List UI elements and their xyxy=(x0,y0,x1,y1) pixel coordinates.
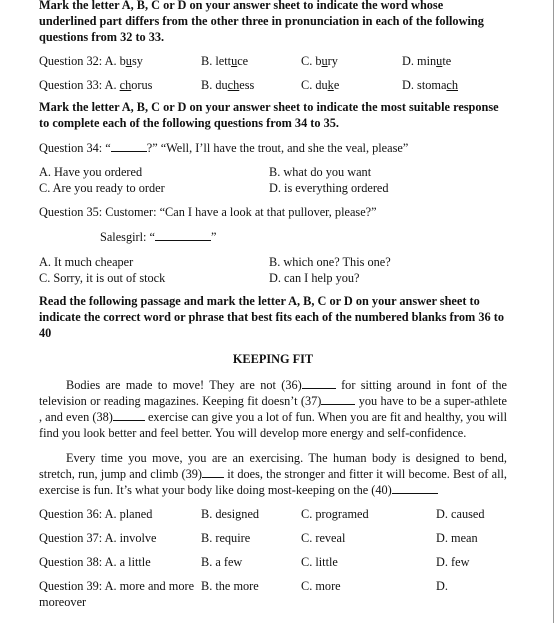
q34-option-d: D. is everything ordered xyxy=(269,181,389,195)
option-text: B. du xyxy=(201,78,228,92)
q34-option-b: B. what do you want xyxy=(269,165,372,179)
q33-option-c xyxy=(301,77,339,93)
underlined-sound: ch xyxy=(446,78,459,92)
q32-option-c xyxy=(301,53,338,69)
blank-36 xyxy=(302,377,336,389)
question-label: Question 34: “ xyxy=(39,141,111,155)
option-text: e xyxy=(333,78,340,92)
question-text: ?” “Well, I’ll have the trout, and she the veal, please” xyxy=(146,141,409,155)
passage-paragraph-2 xyxy=(39,450,507,498)
instruction-line: Mark the letter A, B, C or D on your answer sheet to indicate the most suitable response xyxy=(39,100,499,114)
q35-options-row-1 xyxy=(39,254,507,270)
instruction-line: questions from 32 to 33. xyxy=(39,30,165,44)
option-text: D. min xyxy=(402,54,437,68)
speaker-label: Salesgirl: “ xyxy=(100,230,155,244)
underlined-sound: u xyxy=(231,54,238,68)
q36-option-b: B. designed xyxy=(201,507,260,521)
answer-blank xyxy=(111,140,147,152)
q39-option-a: Question 39: A. more and more xyxy=(39,579,195,593)
passage-text: it does, the stronger and fitter it will become. Best of all, exercise is fun. It’s what your body like doing most-keeping on the (40) xyxy=(39,467,507,497)
instruction-line: underlined part differs from the other three in pronunciation in each of the following xyxy=(39,14,484,28)
question-36 xyxy=(39,506,507,522)
instruction-line: indicate the correct word or phrase that best fits each of the numbered blanks from 36 to xyxy=(39,310,504,324)
q32-option-d xyxy=(402,53,451,69)
q35-option-c: C. Sorry, it is out of stock xyxy=(39,271,166,285)
blank-37 xyxy=(321,393,355,405)
q34-options-row-1 xyxy=(39,164,507,180)
q32-option-a xyxy=(39,53,143,69)
question-32 xyxy=(39,53,507,69)
underlined-sound: ch xyxy=(119,78,132,92)
q38-option-a: Question 38: A. a little xyxy=(39,555,151,569)
underlined-sound: u xyxy=(125,54,132,68)
option-text: orus xyxy=(131,78,153,92)
q39-option-c: C. more xyxy=(301,579,341,593)
q33-option-b xyxy=(201,77,254,93)
instruction-passage xyxy=(39,293,507,341)
q34-options-row-2 xyxy=(39,180,507,196)
option-text: ry xyxy=(327,54,338,68)
q36-option-a: Question 36: A. planed xyxy=(39,507,153,521)
instruction-response xyxy=(39,99,507,131)
instruction-line: Mark the letter A, B, C or D on your answer sheet to indicate the word whose xyxy=(39,0,444,12)
underlined-sound: u xyxy=(321,54,328,68)
option-text: te xyxy=(442,54,452,68)
passage-text: Every time you move, you are an exercising. The human body is designed to bend, stretch, run, jump and climb (39) xyxy=(39,451,507,481)
underlined-sound: ch xyxy=(227,78,240,92)
q39-option-b: B. the more xyxy=(201,579,259,593)
q38-option-d: D. few xyxy=(436,555,470,569)
question-label: Question 33: A. xyxy=(39,78,120,92)
q39-option-d-wrap: moreover xyxy=(39,595,87,609)
question-38 xyxy=(39,554,507,570)
worksheet xyxy=(39,0,507,610)
instruction-line: Read the following passage and mark the letter A, B, C or D on your answer sheet to xyxy=(39,294,480,308)
underlined-sound: k xyxy=(327,78,334,92)
question-35-stem: Question 35: Customer: “Can I have a look at that pullover, please?” xyxy=(39,205,377,219)
q38-option-c: C. little xyxy=(301,555,338,569)
q32-option-b xyxy=(201,53,248,69)
passage-text: Bodies are made to move! They are not (36) xyxy=(66,378,302,392)
instruction-line: 40 xyxy=(39,326,52,340)
q37-option-d: D. mean xyxy=(436,531,478,545)
q35-option-a: A. It much cheaper xyxy=(39,255,134,269)
question-label: Question 32: A. xyxy=(39,54,120,68)
blank-40 xyxy=(392,482,438,494)
option-text: b xyxy=(119,54,126,68)
q39-option-d: D. xyxy=(436,579,448,593)
q36-option-c: C. programed xyxy=(301,507,369,521)
instruction-pronunciation xyxy=(39,0,507,45)
passage-text: you have to be a super-athlete , and even (38) xyxy=(39,394,507,424)
q35-option-d: D. can I help you? xyxy=(269,271,360,285)
passage-title: KEEPING FIT xyxy=(232,352,314,366)
q34-option-a: A. Have you ordered xyxy=(39,165,143,179)
q36-option-d: D. caused xyxy=(436,507,485,521)
underlined-sound: u xyxy=(436,54,443,68)
passage-paragraph-1 xyxy=(39,377,507,441)
question-33 xyxy=(39,77,507,93)
q37-option-c: C. reveal xyxy=(301,531,346,545)
question-34-stem xyxy=(39,140,507,156)
q33-option-d xyxy=(402,77,458,93)
option-text: C. b xyxy=(301,54,322,68)
passage-text: for sitting around in font of the television or reading magazines. Keeping fit doesn’t (37) xyxy=(39,378,507,408)
question-37 xyxy=(39,530,507,546)
option-text: ess xyxy=(239,78,255,92)
option-text: ce xyxy=(237,54,249,68)
option-text: sy xyxy=(131,54,143,68)
blank-38 xyxy=(113,409,145,421)
q33-option-a xyxy=(39,77,152,93)
q37-option-a: Question 37: A. involve xyxy=(39,531,157,545)
answer-blank xyxy=(155,229,211,241)
option-text: C. du xyxy=(301,78,328,92)
q37-option-b: B. require xyxy=(201,531,251,545)
q35-options-row-2 xyxy=(39,270,507,286)
option-text: B. lett xyxy=(201,54,232,68)
q35-salesgirl-line xyxy=(39,229,507,245)
q38-option-b: B. a few xyxy=(201,555,243,569)
instruction-line: to complete each of the following questions from 34 to 35. xyxy=(39,116,339,130)
passage-text: exercise can give you a lot of fun. When you are fit and healthy, you will find you look better and feel better. You will develop more energy and self-confidence. xyxy=(39,410,507,440)
q35-option-b: B. which one? This one? xyxy=(269,255,391,269)
q34-option-c: C. Are you ready to order xyxy=(39,181,165,195)
question-39 xyxy=(39,578,507,594)
blank-39 xyxy=(202,466,224,478)
closing-quote: ” xyxy=(210,230,217,244)
option-text: D. stoma xyxy=(402,78,447,92)
